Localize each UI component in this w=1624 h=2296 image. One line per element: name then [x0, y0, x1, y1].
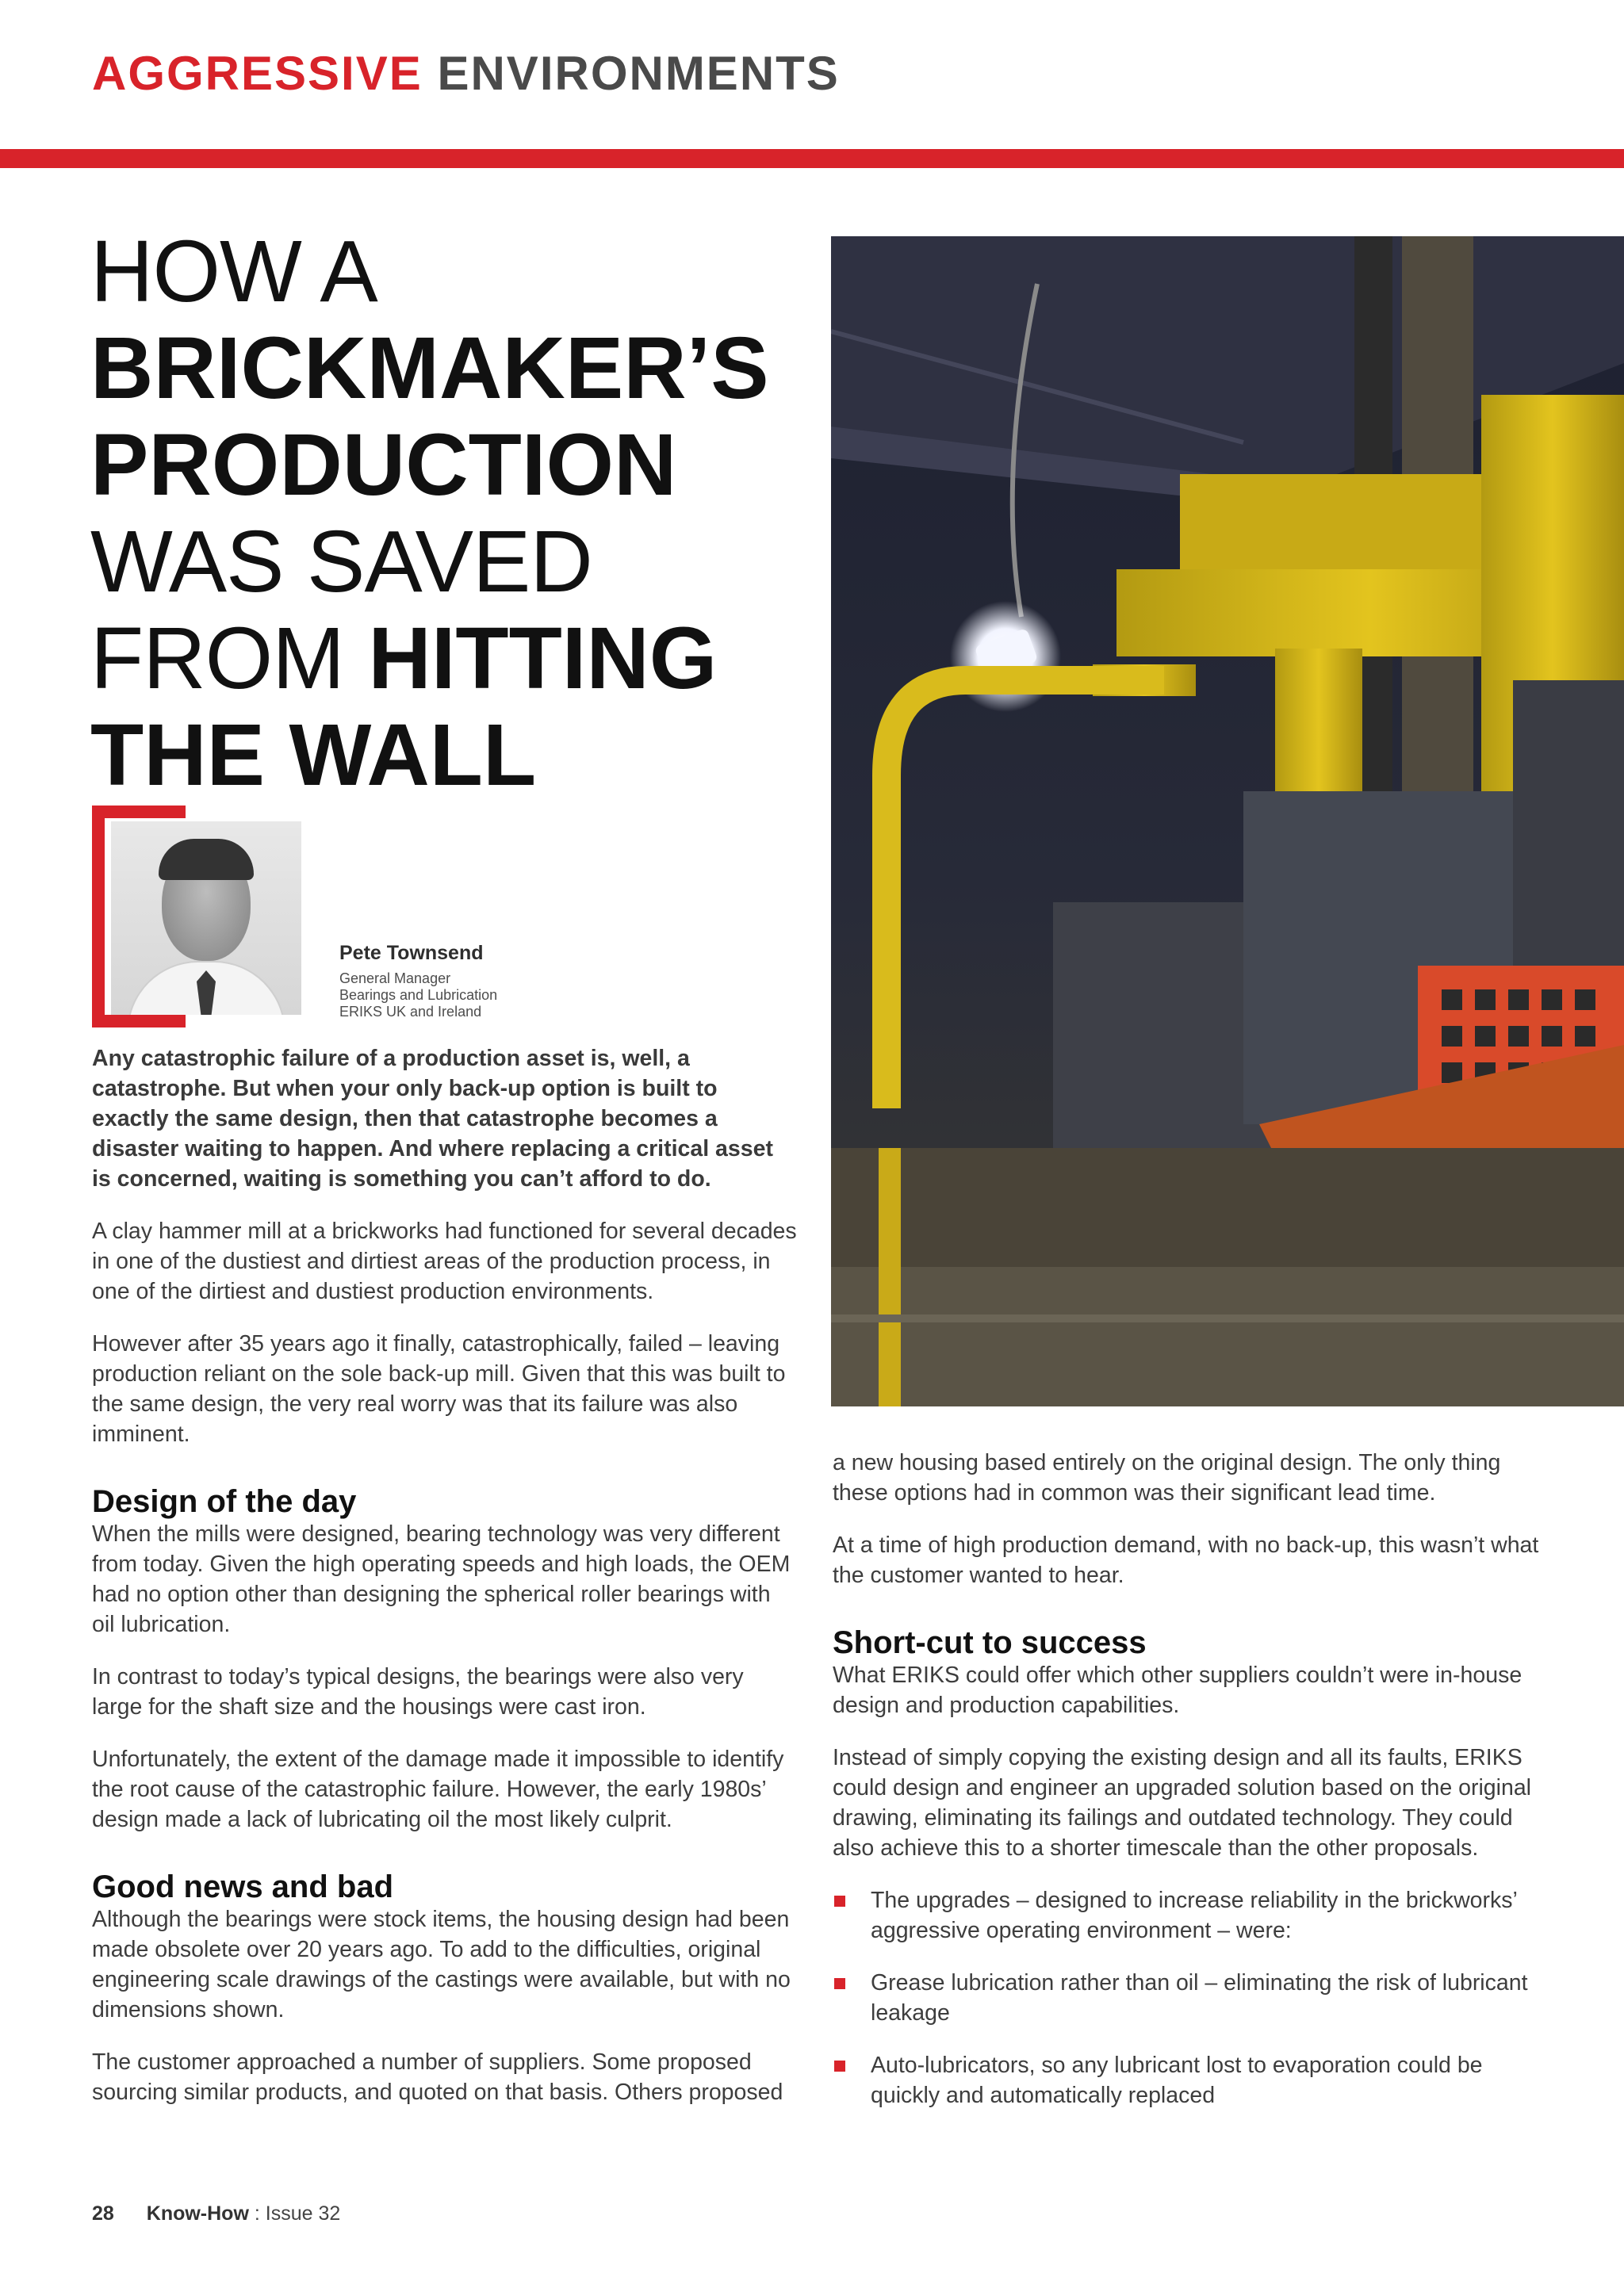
list-item-text: Auto-lubricators, so any lubricant lost to evaporation could be quickly and automatically replaced — [871, 2053, 1483, 2108]
publication-name: Know-How — [146, 2202, 249, 2225]
body-paragraph: Although the bearings were stock items, the housing design had been made obsolete over 20 years ago. To add to the difficulties, original engineering scale drawings of the castings were available, but with no dimensions shown. — [92, 1907, 791, 2022]
title-line-4: WAS SAVED — [90, 513, 592, 610]
body-paragraph: Instead of simply copying the existing design and all its faults, ERIKS could design and engineer an upgraded solution based on the original drawing, eliminating its failings and outdated technology. They could also achieve this to a shorter timescale than the other proposals. — [833, 1745, 1532, 1861]
author-photo — [111, 821, 301, 1015]
title-line-5b: HITTING — [368, 610, 718, 707]
upgrade-list — [833, 1885, 1546, 2110]
subheading-design-of-the-day: Design of the day — [92, 1484, 357, 1519]
author-role-line: Bearings and Lubrication — [339, 987, 498, 1003]
bullet-square-icon — [834, 1896, 845, 1907]
author-role — [339, 970, 497, 1020]
subheading-short-cut-to-success: Short-cut to success — [833, 1625, 1147, 1660]
subheading-good-news-and-bad: Good news and bad — [92, 1869, 394, 1904]
body-paragraph: The customer approached a number of suppliers. Some proposed sourcing similar products, and quoted on that basis. Others proposed — [92, 2049, 783, 2105]
title-line-5 — [90, 610, 820, 707]
right-column — [833, 1448, 1546, 2133]
body-paragraph: a new housing based entirely on the original design. The only thing these options had in common was their significant lead time. — [833, 1450, 1501, 1506]
list-item — [833, 1885, 1546, 1946]
list-item-text: The upgrades – designed to increase reliability in the brickworks’ aggressive operating environment – were: — [871, 1888, 1517, 1943]
body-paragraph: However after 35 years ago it finally, catastrophically, failed – leaving production reliant on the sole back-up mill. Given that this was built to the same design, the very real worry was that its failure was also imminent. — [92, 1331, 786, 1447]
bullet-square-icon — [834, 2061, 845, 2072]
list-item — [833, 1968, 1546, 2028]
bullet-square-icon — [834, 1978, 845, 1989]
body-paragraph: When the mills were designed, bearing technology was very different from today. Given the high operating speeds and high loads, the OEM had no option other than designing the spherical roller bearings with oil lubrication. — [92, 1521, 791, 1637]
body-paragraph: What ERIKS could offer which other suppliers couldn’t were in-house design and production capabilities. — [833, 1663, 1522, 1718]
title-line-3: PRODUCTION — [90, 416, 677, 514]
list-item-text: Grease lubrication rather than oil – eliminating the risk of lubricant leakage — [871, 1970, 1528, 2026]
left-column — [92, 1043, 798, 2130]
author-role-line: General Manager — [339, 970, 451, 986]
industrial-crane-illustration — [831, 236, 1624, 1406]
title-line-2: BRICKMAKER’S — [90, 320, 769, 417]
body-paragraph: In contrast to today’s typical designs, the bearings were also very large for the shaft size and the housings were cast iron. — [92, 1664, 744, 1720]
list-item — [833, 2050, 1546, 2110]
section-header-accent: AGGRESSIVE — [92, 47, 423, 100]
title-line-6: THE WALL — [90, 706, 537, 804]
issue-label: : Issue 32 — [254, 2202, 341, 2225]
feature-photo — [831, 236, 1624, 1406]
body-paragraph: A clay hammer mill at a brickworks had functioned for several decades in one of the dustiest and dirtiest areas of the production process, in one of the dirtiest and dustiest production environments. — [92, 1219, 797, 1304]
author-name: Pete Townsend — [339, 942, 484, 964]
body-paragraph: At a time of high production demand, with no back-up, this wasn’t what the customer wanted to hear. — [833, 1533, 1539, 1588]
section-header — [92, 46, 840, 101]
lead-paragraph: Any catastrophic failure of a production asset is, well, a catastrophe. But when your only back-up option is built to exactly the same design, then that catastrophe becomes a disaster waiting to happen. And where replacing a critical asset is concerned, waiting is something you can’t afford to do. — [92, 1046, 773, 1192]
section-header-rest: ENVIRONMENTS — [437, 47, 840, 100]
page-number: 28 — [92, 2202, 114, 2225]
author-role-line: ERIKS UK and Ireland — [339, 1004, 482, 1020]
page-footer — [92, 2202, 340, 2225]
title-line-1: HOW A — [90, 223, 377, 320]
article-title — [90, 224, 820, 804]
title-line-5a: FROM — [90, 610, 344, 707]
header-rule — [0, 149, 1624, 168]
body-paragraph: Unfortunately, the extent of the damage made it impossible to identify the root cause of the catastrophic failure. However, the early 1980s’ design made a lack of lubricating oil the most likely culprit. — [92, 1747, 784, 1832]
author-photo-hair — [159, 839, 254, 880]
